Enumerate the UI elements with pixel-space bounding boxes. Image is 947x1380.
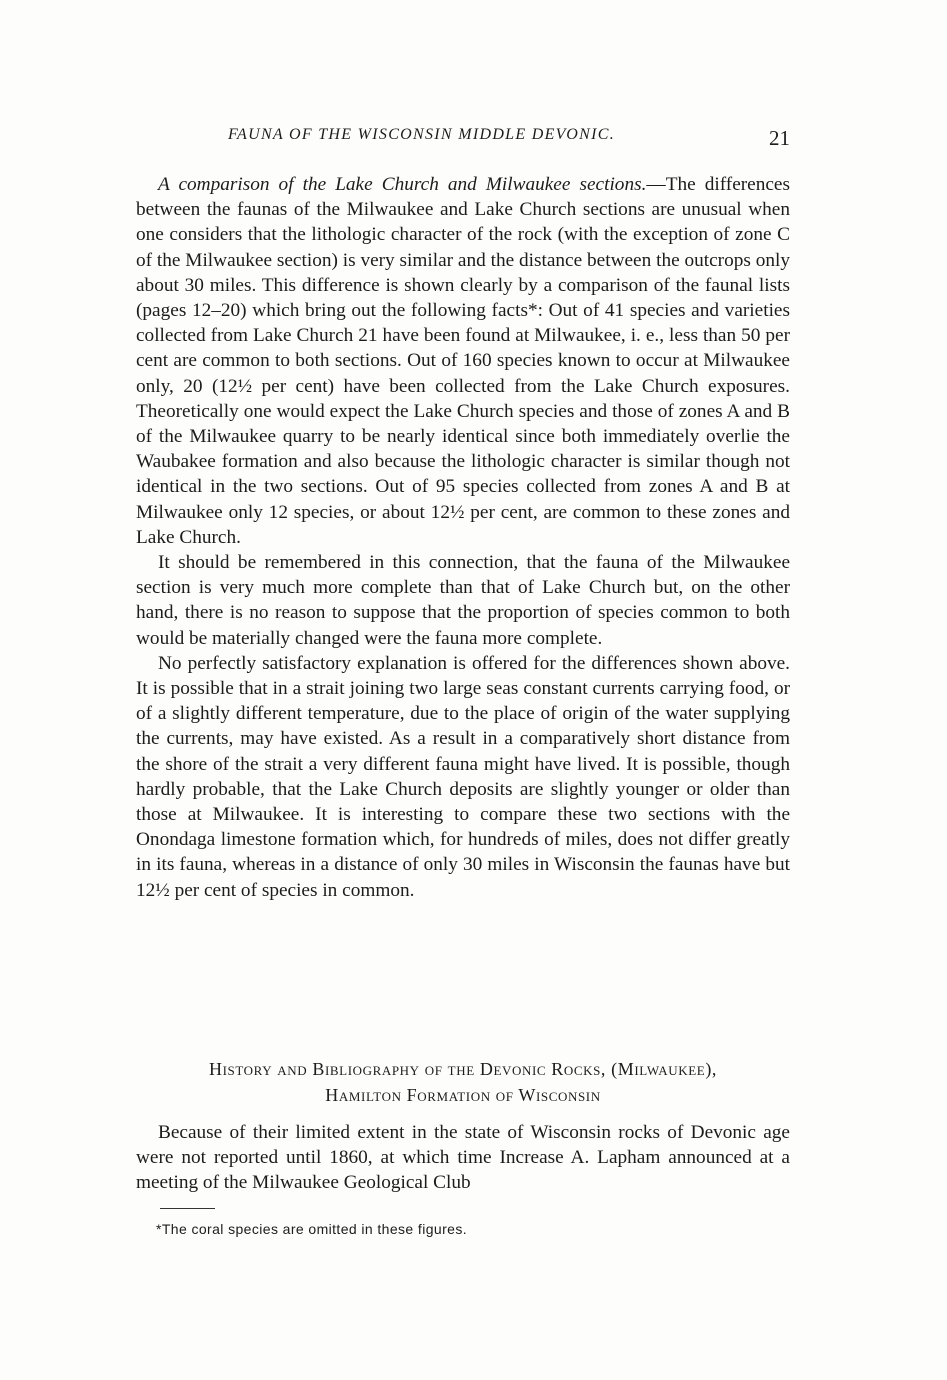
paragraph-text: —The differences between the faunas of the Milwaukee and Lake Church sections are unusual when one considers that the lithologic character of the rock (with the exception of zone C of the Milwaukee section) is very similar and the distance between the outcrops only about 30 miles. This difference is shown clearly by a comparison of the faunal lists (pages 12–20) which bring out the following facts*: Out of 41 species and varieties collected from Lake Church 21 have been found at Milwaukee, i. e., less than 50 per cent are common to both sections. Out of 160 species known to occur at Milwaukee only, 20 (12½ per cent) have been collected from the Lake Church exposures. Theoretically one would expect the Lake Church species and those of zones A and B of the Milwaukee quarry to be nearly identical since both immediately overlie the Waubakee formation and also because the lithologic character is similar though not identical in the two sections. Out of 95 species collected from zones A and B at Milwaukee only 12 species, or about 12½ per cent, are common to these zones and Lake Church.: [136, 174, 790, 548]
paragraph: No perfectly satisfactory explanation is offered for the differences shown above. It is possible that in a strait joining two large seas constant currents carrying food, or of a slightly different temperature, due to the place of origin of the water supplying the currents, may have existed. As a result in a comparatively short distance from the shore of the strait a very different fauna might have lived. It is possible, though hardly probable, that the Lake Church deposits are slightly younger or older than those at Milwaukee. It is interesting to compare these two sections with the Onondaga limestone formation which, for hundreds of miles, does not differ greatly in its fauna, whereas in a distance of only 30 miles in Wisconsin the faunas have but 12½ per cent of species in common.: [136, 652, 790, 901]
paragraph: It should be remembered in this connection, that the fauna of the Milwaukee section is very much more complete than that of Lake Church but, on the other hand, there is no reason to suppose that the proportion of species common to both would be materially changed were the fauna more complete.: [136, 552, 790, 649]
paragraph: Because of their limited extent in the state of Wisconsin rocks of Devonic age were not reported until 1860, at which time Increase A. Lapham announced at a meeting of the Milwaukee Geological Club: [136, 1122, 790, 1194]
section-text: [136, 1120, 790, 1196]
footnote-divider: [160, 1208, 215, 1209]
section-heading: [136, 1056, 790, 1108]
paragraph: [136, 172, 790, 550]
footnote: *The coral species are omitted in these figures.: [156, 1221, 468, 1237]
running-head: [136, 120, 790, 150]
paragraph-lead: A comparison of the Lake Church and Milwaukee sections.: [158, 174, 647, 195]
body-text: [136, 172, 790, 903]
section-heading-line: History and Bibliography of the Devonic Rocks, (Milwaukee),: [208, 1059, 718, 1079]
page-number: 21: [769, 126, 790, 150]
running-head-title: FAUNA OF THE WISCONSIN MIDDLE DEVONIC.: [228, 126, 615, 143]
section-heading-line: Hamilton Formation of Wisconsin: [325, 1085, 601, 1105]
